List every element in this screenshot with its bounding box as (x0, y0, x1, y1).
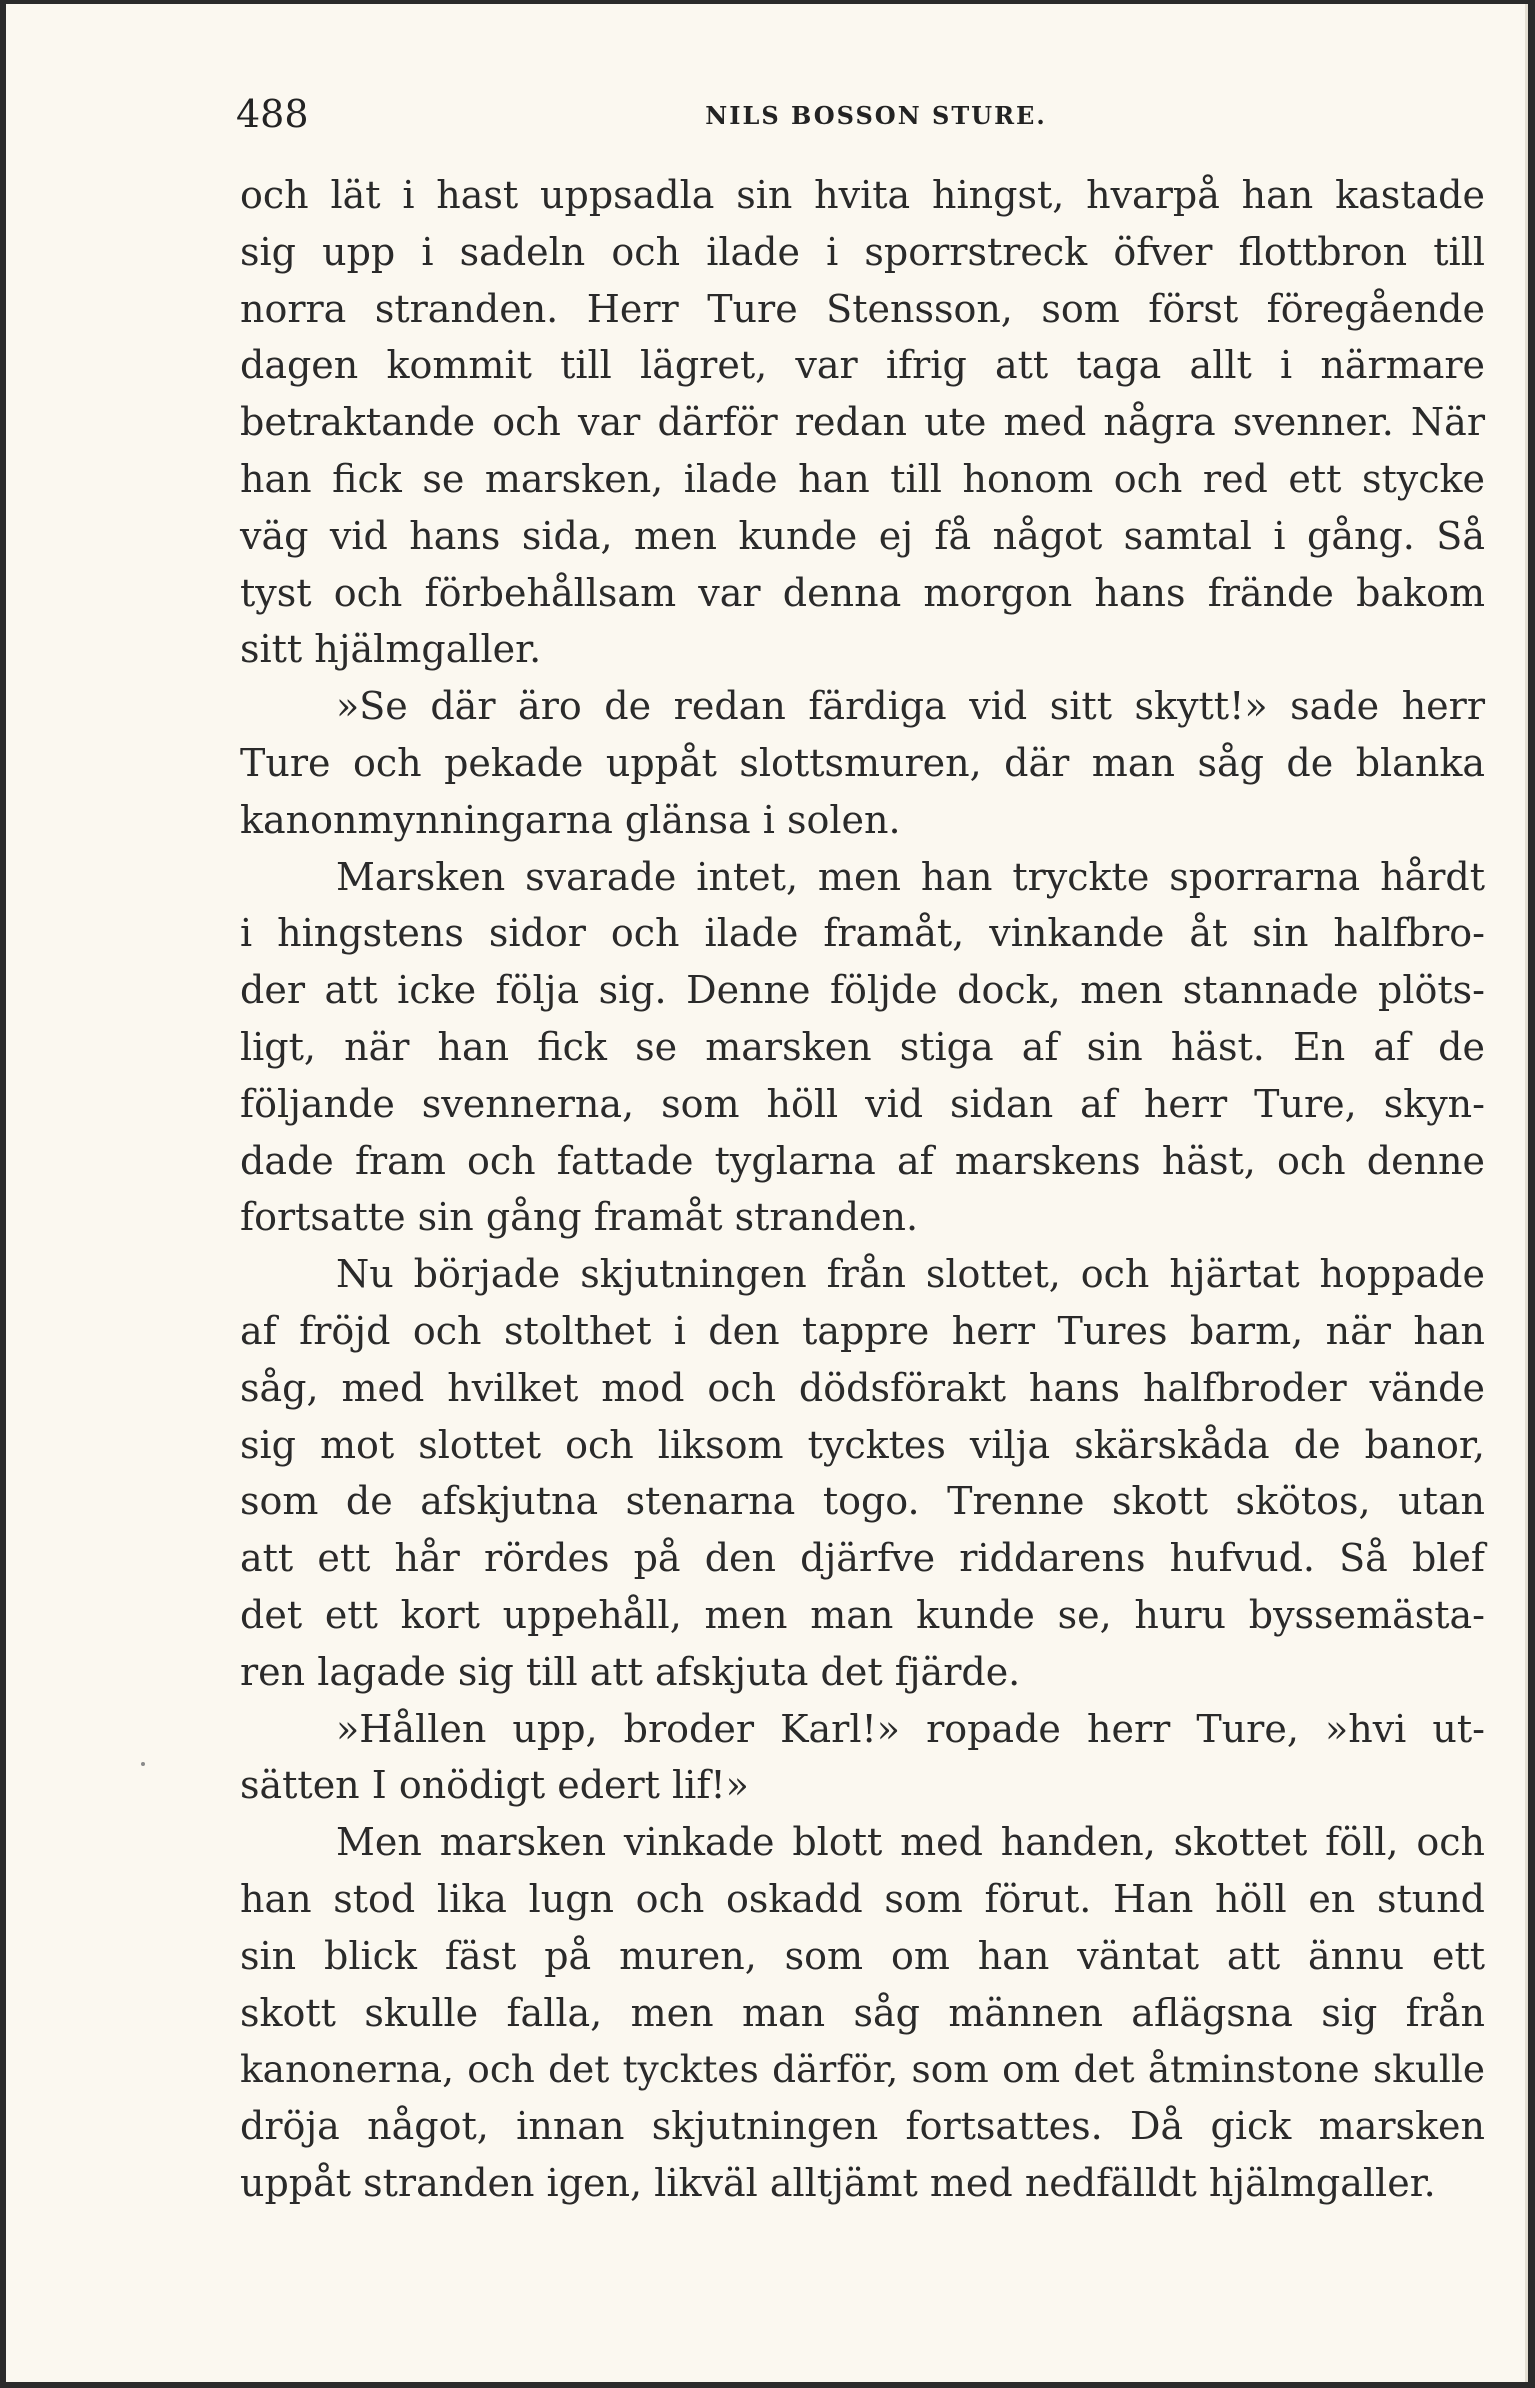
text-line: väg vid hans sida, men kunde ej få något samtal i gång. Så (240, 513, 1485, 558)
text-line: som de afskjutna stenarna togo. Trenne skott skötos, utan (240, 1479, 1485, 1524)
page-number: 488 (236, 92, 309, 136)
text-line: norra stranden. Herr Ture Stensson, som först föregående (240, 286, 1485, 331)
page-header (236, 88, 1486, 148)
text-line: dagen kommit till lägret, var ifrig att taga allt i närmare (240, 343, 1485, 388)
text-line: Men marsken vinkade blott med handen, skottet föll, och (336, 1820, 1485, 1865)
text-line: det ett kort uppehåll, men man kunde se, huru byssemästa- (240, 1592, 1485, 1637)
text-line: kanonerna, och det tycktes därför, som om det åtminstone skulle (240, 2047, 1485, 2092)
text-line: ligt, när han fick se marsken stiga af sin häst. En af de (240, 1024, 1485, 1069)
text-line: af fröjd och stolthet i den tappre herr Tures barm, när han (240, 1308, 1485, 1353)
running-title: NILS BOSSON STURE. (705, 101, 1047, 130)
text-line: betraktande och var därför redan ute med några svenner. När (240, 400, 1485, 445)
text-line: han fick se marsken, ilade han till honom och red ett stycke (240, 456, 1485, 501)
text-line: sätten I onödigt edert lif!» (240, 1763, 749, 1808)
text-line: skott skulle falla, men man såg männen aflägsna sig från (240, 1990, 1485, 2035)
text-line: sig mot slottet och liksom tycktes vilja skärskåda de banor, (240, 1422, 1485, 1467)
book-page (6, 4, 1528, 2382)
text-line: följande svennerna, som höll vid sidan af herr Ture, skyn- (240, 1081, 1485, 1126)
text-line: att ett hår rördes på den djärfve riddarens hufvud. Så blef (240, 1536, 1485, 1581)
paper-speck (141, 1762, 145, 1766)
text-line: sitt hjälmgaller. (240, 627, 542, 672)
text-line: dade fram och fattade tyglarna af marskens häst, och denne (240, 1138, 1485, 1183)
text-line: sig upp i sadeln och ilade i sporrstreck öfver flottbron till (240, 229, 1485, 274)
text-line: Marsken svarade intet, men han tryckte sporrarna hårdt (336, 854, 1485, 899)
text-line: »Se där äro de redan färdiga vid sitt skytt!» sade herr (336, 684, 1485, 729)
text-line: såg, med hvilket mod och dödsförakt hans halfbroder vände (240, 1365, 1485, 1410)
text-line: Ture och pekade uppåt slottsmuren, där man såg de blanka (240, 740, 1485, 785)
text-line: »Hållen upp, broder Karl!» ropade herr Ture, »hvi ut- (336, 1706, 1485, 1751)
text-line: och lät i hast uppsadla sin hvita hingst, hvarpå han kastade (240, 173, 1485, 217)
text-line: ren lagade sig till att afskjuta det fjärde. (240, 1649, 1021, 1694)
text-line: i hingstens sidor och ilade framåt, vinkande åt sin halfbro- (240, 911, 1485, 956)
text-line: kanonmynningarna glänsa i solen. (240, 797, 901, 842)
text-line: tyst och förbehållsam var denna morgon hans frände bakom (240, 570, 1485, 615)
body-text (240, 167, 1485, 2212)
text-line: dröja något, innan skjutningen fortsattes. Då gick marsken (240, 2104, 1485, 2149)
text-line: fortsatte sin gång framåt stranden. (240, 1195, 919, 1240)
text-line: sin blick fäst på muren, som om han väntat att ännu ett (240, 1933, 1485, 1978)
text-line: Nu började skjutningen från slottet, och hjärtat hoppade (336, 1252, 1485, 1297)
text-line: der att icke följa sig. Denne följde dock, men stannade plöts- (240, 968, 1485, 1013)
text-line: uppåt stranden igen, likväl alltjämt med nedfälldt hjälmgaller. (240, 2160, 1436, 2205)
text-line: han stod lika lugn och oskadd som förut. Han höll en stund (240, 1876, 1485, 1921)
